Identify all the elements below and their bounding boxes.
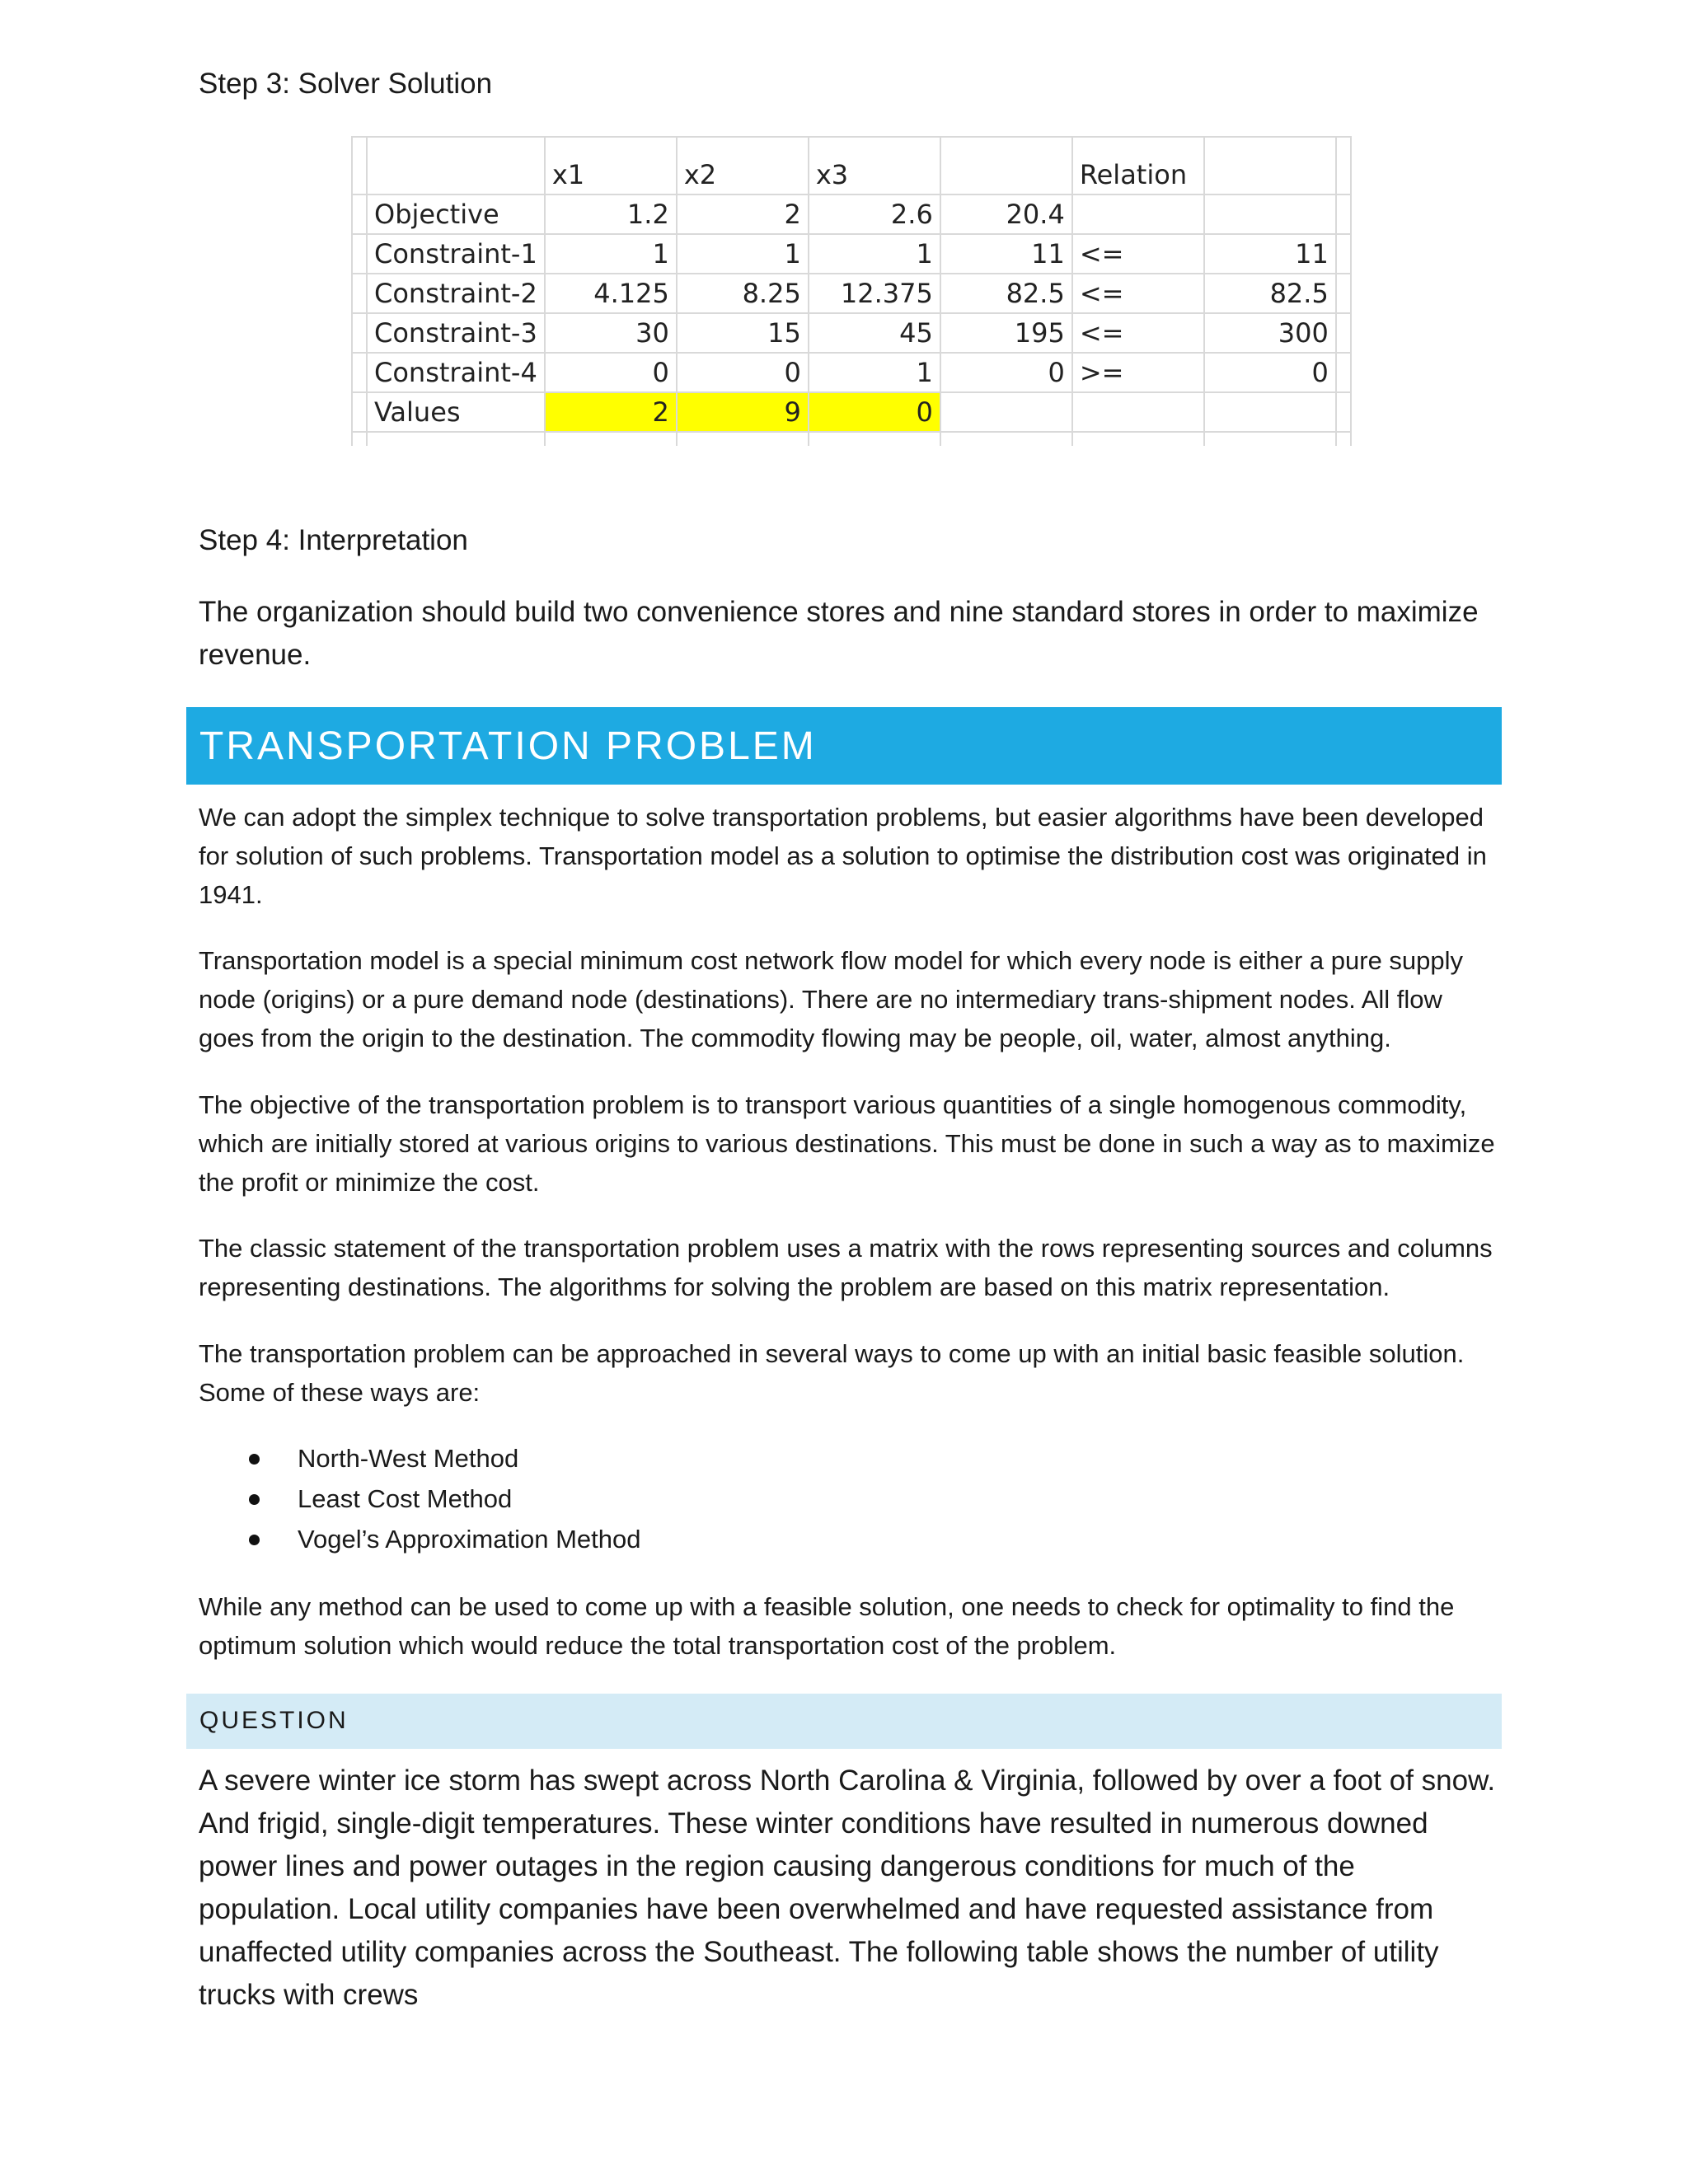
header-cell: x2 (677, 137, 809, 194)
cell: 1 (809, 353, 940, 392)
list-item: North-West Method (199, 1438, 640, 1479)
cell: 45 (809, 313, 940, 353)
cell: 1 (677, 234, 809, 274)
header-cell (940, 137, 1072, 194)
row-label: Constraint-4 (367, 353, 545, 392)
list-item: Least Cost Method (199, 1479, 640, 1519)
cell (1204, 392, 1336, 432)
cell: >= (1072, 353, 1204, 392)
cell: 8.25 (677, 274, 809, 313)
cell: 11 (940, 234, 1072, 274)
cell: 4.125 (545, 274, 677, 313)
cell: 1.2 (545, 194, 677, 234)
cell: 82.5 (940, 274, 1072, 313)
row-label: Constraint-1 (367, 234, 545, 274)
header-cell: x3 (809, 137, 940, 194)
value-cell-x2: 9 (677, 392, 809, 432)
header-cell (367, 137, 545, 194)
paragraph: The classic statement of the transportation problem uses a matrix with the rows representing sources and columns representing destinations. The algorithms for solving the problem are based on this matrix representation. (199, 1234, 1493, 1301)
cell: 0 (1204, 353, 1336, 392)
row-label: Constraint-2 (367, 274, 545, 313)
bullet-icon (249, 1494, 260, 1505)
paragraph: The transportation problem can be approached in several ways to come up with an initial basic feasible solution. Some of these ways are: (199, 1339, 1465, 1407)
cell: 2 (677, 194, 809, 234)
paragraph: The objective of the transportation problem is to transport various quantities of a single homogenous commodity, which are initially stored at various origins to various destinations. This must be done in such a way as to maximize the profit or minimize the cost. (199, 1090, 1495, 1197)
cell: 0 (940, 353, 1072, 392)
cell: 20.4 (940, 194, 1072, 234)
methods-list (199, 1438, 640, 1559)
table-row (352, 234, 1351, 274)
row-label: Constraint-3 (367, 313, 545, 353)
table-header-row (352, 137, 1351, 194)
cell: 30 (545, 313, 677, 353)
bullet-icon (249, 1454, 260, 1465)
cell: 1 (809, 234, 940, 274)
cell: 82.5 (1204, 274, 1336, 313)
question-heading: QUESTION (199, 1707, 349, 1734)
cell (940, 392, 1072, 432)
cell (1072, 392, 1204, 432)
interpretation-text: The organization should build two convenience stores and nine standard stores in order to maximize revenue. (199, 596, 1479, 671)
cell: 12.375 (809, 274, 940, 313)
cell: 15 (677, 313, 809, 353)
cell: <= (1072, 274, 1204, 313)
value-cell-x1: 2 (545, 392, 677, 432)
row-label: Values (367, 392, 545, 432)
cell (1204, 194, 1336, 234)
cell: <= (1072, 234, 1204, 274)
paragraph: We can adopt the simplex technique to solve transportation problems, but easier algorithms have been developed for solution of such problems. Transportation model as a solution to optimise the distribution cost was originated in 1941. (199, 803, 1487, 909)
table-row (352, 313, 1351, 353)
value-cell-x3: 0 (809, 392, 940, 432)
header-cell: Relation (1072, 137, 1204, 194)
cell: 300 (1204, 313, 1336, 353)
transportation-problem-banner (186, 707, 1502, 785)
cell: 0 (677, 353, 809, 392)
header-cell: x1 (545, 137, 677, 194)
cell: 2.6 (809, 194, 940, 234)
table-row (352, 194, 1351, 234)
banner-title: TRANSPORTATION PROBLEM (199, 724, 817, 768)
bullet-icon (249, 1535, 260, 1545)
list-item: Vogel’s Approximation Method (199, 1519, 640, 1559)
solver-table (351, 136, 1352, 446)
cell (1072, 194, 1204, 234)
cell: 0 (545, 353, 677, 392)
step-3-heading: Step 3: Solver Solution (199, 68, 493, 100)
cell: <= (1072, 313, 1204, 353)
header-cell (1204, 137, 1336, 194)
table-row (352, 274, 1351, 313)
values-row (352, 392, 1351, 432)
closing-paragraph: While any method can be used to come up with a feasible solution, one needs to check for optimality to find the optimum solution which would reduce the total transportation cost of the problem. (199, 1592, 1455, 1660)
table-row (352, 353, 1351, 392)
cell: 1 (545, 234, 677, 274)
step-4-heading: Step 4: Interpretation (199, 524, 468, 556)
paragraph: Transportation model is a special minimum cost network flow model for which every node is either a pure supply node (origins) or a pure demand node (destinations). There are no intermediary trans-shipment nodes. All flow goes from the origin to the destination. The commodity flowing may be people, oil, water, almost anything. (199, 946, 1464, 1052)
cell: 195 (940, 313, 1072, 353)
cell: 11 (1204, 234, 1336, 274)
question-text: A severe winter ice storm has swept across North Carolina & Virginia, followed by over a foot of snow. And frigid, single-digit temperatures. These winter conditions have resulted in numerous downed power lines and power outages in the region causing dangerous conditions for much of the population. Local utility companies have been overwhelmed and have requested assistance from unaffected utility companies across the Southeast. The following table shows the number of utility trucks with crews (199, 1765, 1496, 2011)
question-heading-bar (186, 1694, 1502, 1749)
row-label: Objective (367, 194, 545, 234)
